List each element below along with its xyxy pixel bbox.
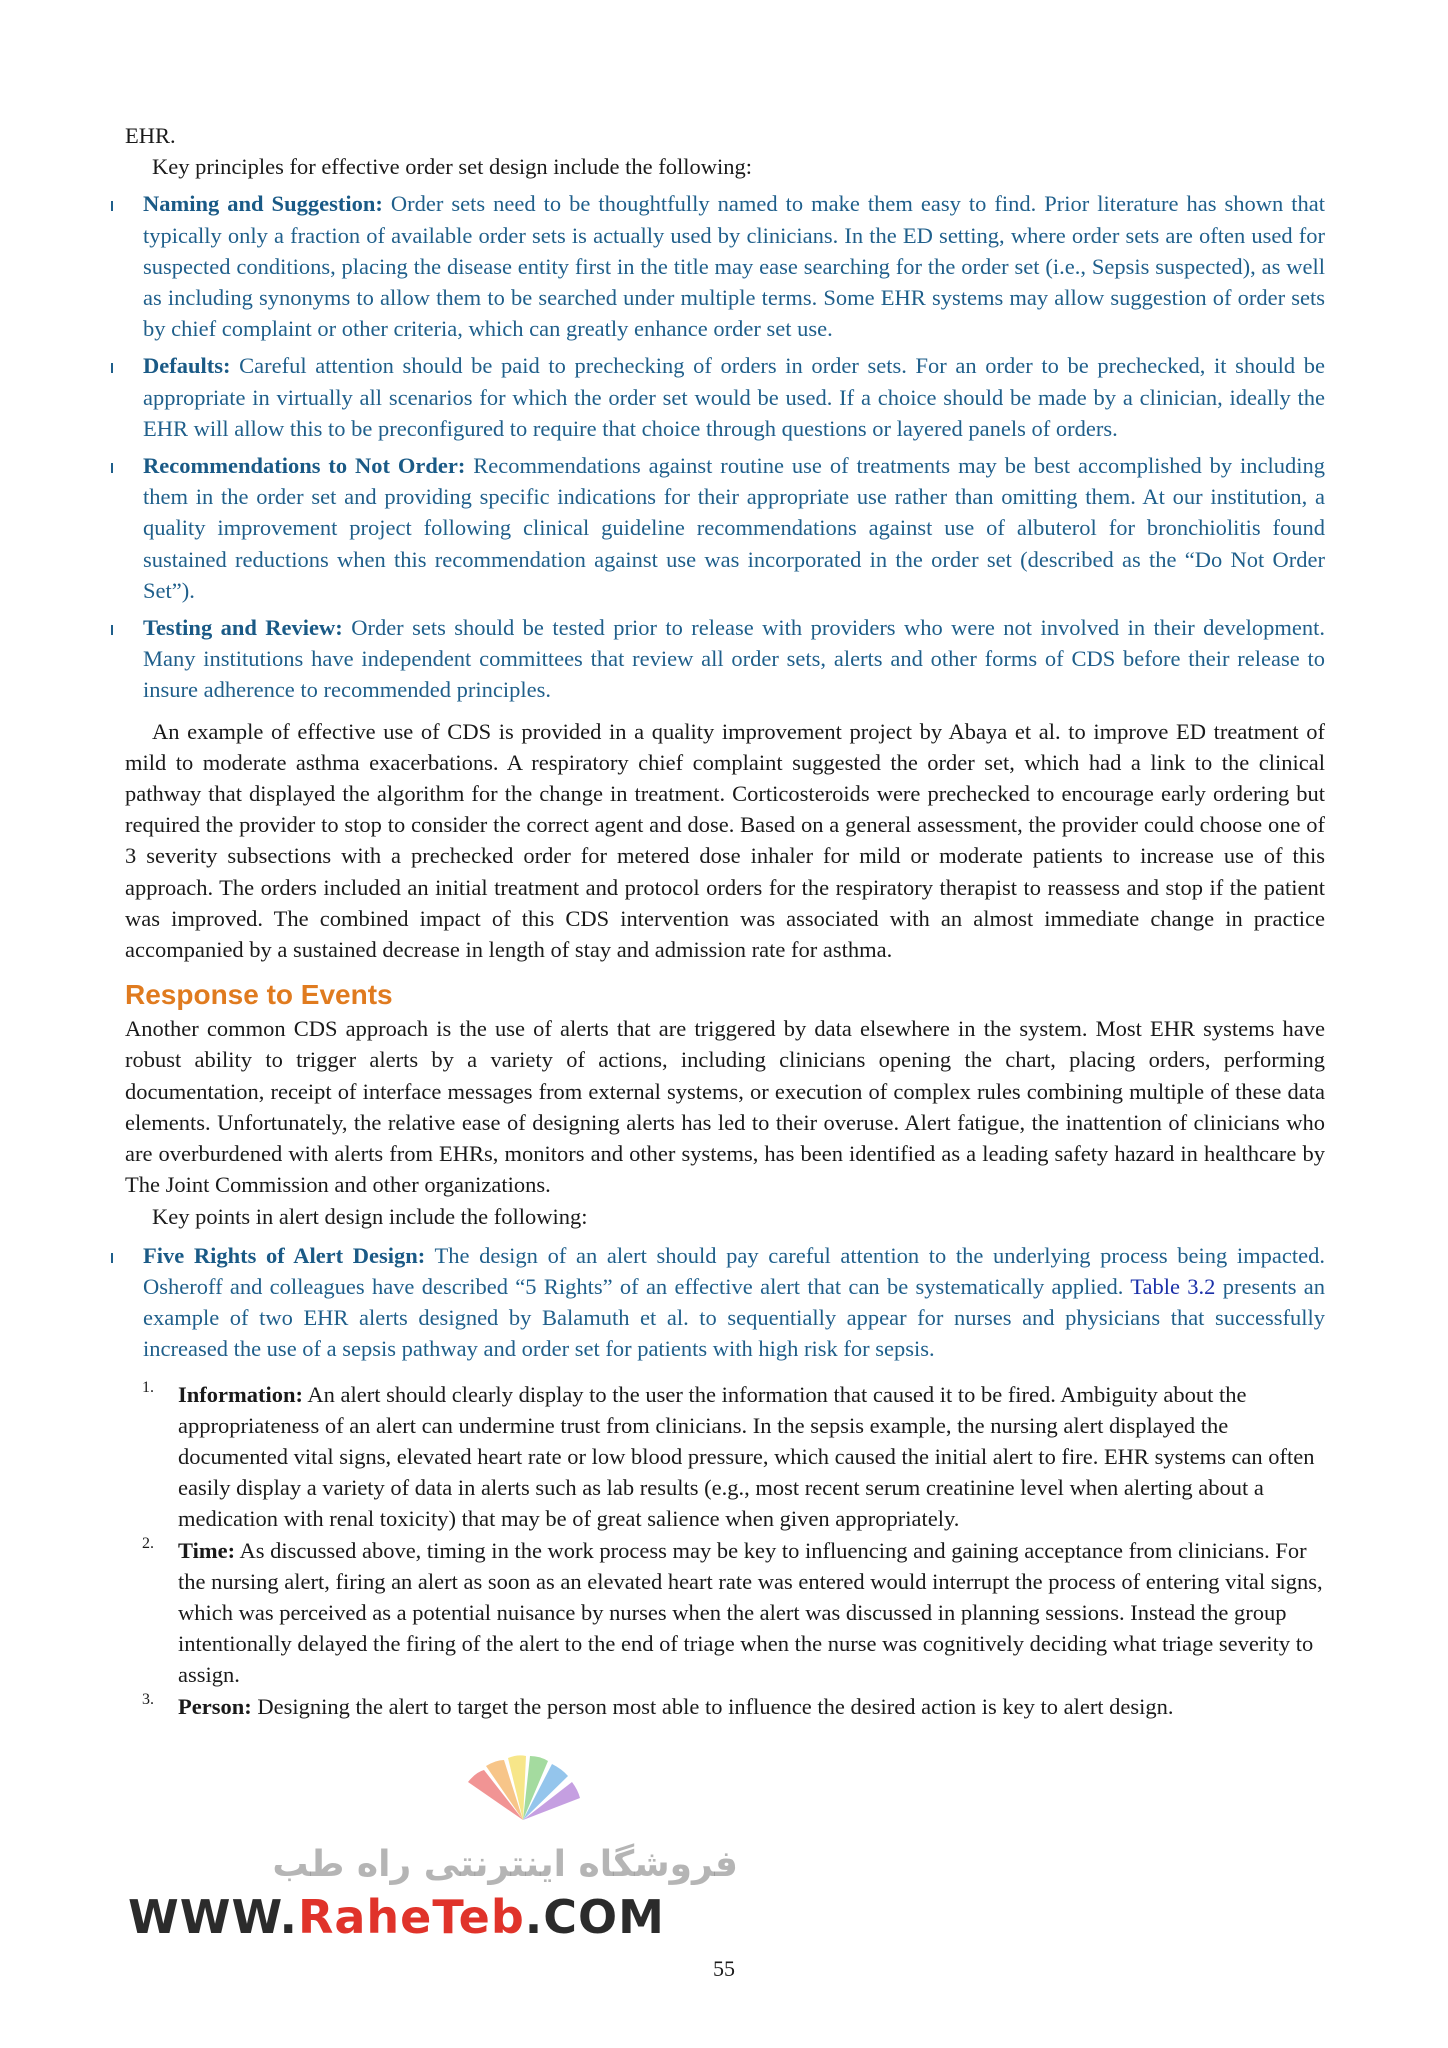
bullet-five-rights <box>125 1240 1325 1365</box>
item-label: Person: <box>178 1693 252 1719</box>
rahteb-watermark <box>128 1752 768 1952</box>
watermark-url-brand: RaheTeb <box>297 1890 525 1944</box>
bullet-label: Five Rights of Alert Design: <box>143 1242 426 1268</box>
paragraph-key-order-principles: Key principles for effective order set design include the following: <box>152 154 753 180</box>
bullet-text: The design of an alert should pay careful attention to the underlying process being impacted. Osheroff and colleagues have described “5 Rights” of an effective alert that can be systematically applied. <box>143 1242 1325 1299</box>
book-fan-logo-icon <box>448 1752 598 1822</box>
numbered-item-information <box>125 1379 1325 1535</box>
bullet-recommendations-not-order <box>125 450 1325 606</box>
paragraph-asthma-example: An example of effective use of CDS is provided in a quality improvement project by Abaya et al. to improve ED treatment of mild to moderate asthma exacerbations. A respiratory chief complaint suggested the order set, which had a link to the clinical pathway that displayed the algorithm for the change in treatment. Corticosteroids were prechecked to encourage early ordering but required the provider to stop to consider the correct agent and dose. Based on a general assessment, the provider could choose one of 3 severity subsections with a prechecked order for metered dose inhaler for mild or moderate patients to increase use of this approach. The orders included an initial treatment and protocol orders for the respiratory therapist to reassess and stop if the patient was improved. The combined impact of this CDS intervention was associated with an almost immediate change in practice accompanied by a sustained decrease in length of stay and admission rate for asthma. <box>125 718 1325 963</box>
bullet-text: Order sets should be tested prior to release with providers who were not involved in their development. Many institutions have independent committees that review all order sets, alerts and other forms of CDS before their release to insure adherence to recommended principles. <box>143 615 1326 703</box>
item-text: As discussed above, timing in the work process may be key to influencing and gaining acceptance from clinicians. For the nursing alert, firing an alert as soon as an elevated heart rate was entered would interrupt the process of entering vital signs, which was perceived as a potential nuisance by nurses when the alert was discussed in planning sessions. Instead the group intentionally delayed the firing of the alert to the end of triage when the nurse was cognitively deciding what triage severity to assign. <box>178 1537 1323 1688</box>
watermark-url-prefix: WWW. <box>128 1890 298 1944</box>
paragraph-alerts: Another common CDS approach is the use of alerts that are triggered by data elsewhere in the system. Most EHR systems have robust ability to trigger alerts by a variety of actions, including clinicians opening the chart, placing orders, performing documentation, receipt of interface messages from external systems, or execution of complex rules combining multiple of these data elements. Unfortunately, the relative ease of designing alerts has led to their overuse. Alert fatigue, the inattention of clinicians who are overburdened with alerts from EHRs, monitors and other systems, has been identified as a leading safety hazard in healthcare by The Joint Commission and other organizations. <box>125 1016 1325 1198</box>
bullet-marker <box>111 201 113 211</box>
watermark-persian-text: فروشگاه اینترنتی راه طب <box>272 1844 738 1885</box>
bullet-label: Defaults: <box>143 353 231 379</box>
watermark-url-suffix: .COM <box>524 1890 665 1944</box>
item-number: 1. <box>142 1378 154 1396</box>
bullet-text: Recommendations against routine use of treatments may be best accomplished by including them in the order set and providing specific indications for their appropriate use rather than omitting them. At our institution, a quality improvement project following clinical guideline recommendations against use of albuterol for bronchiolitis found sustained reductions when this recommendation against use was incorporated in the order set (described as the “Do Not Order Set”). <box>143 453 1325 603</box>
section-heading-response-to-events: Response to Events <box>125 979 393 1011</box>
table-3-2-link[interactable]: Table 3.2 <box>1130 1273 1216 1299</box>
order-set-bullet-list <box>125 188 1325 705</box>
item-number: 3. <box>142 1690 154 1708</box>
watermark-url <box>128 1890 665 1944</box>
paragraph-key-alert-points: Key points in alert design include the following: <box>152 1203 588 1229</box>
numbered-item-time <box>125 1535 1325 1691</box>
bullet-naming-suggestion <box>125 188 1325 344</box>
five-rights-numbered-list <box>125 1379 1325 1722</box>
item-text: Designing the alert to target the person most able to influence the desired action is key to alert design. <box>251 1693 1174 1719</box>
bullet-defaults <box>125 350 1325 444</box>
bullet-label: Naming and Suggestion: <box>143 191 383 217</box>
item-text: An alert should clearly display to the user the information that caused it to be fired. Ambiguity about the appropriateness of an alert can undermine trust from clinicians. In the sepsis example, the nursing alert displayed the documented vital signs, elevated heart rate or low blood pressure, which caused the initial alert to fire. EHR systems can often easily display a variety of data in alerts such as lab results (e.g., most recent serum creatinine level when alerting about a medication with renal toxicity) that may be of great salience when given appropriately. <box>178 1381 1315 1532</box>
bullet-marker <box>111 363 113 373</box>
bullet-text: presents an example of two EHR alerts designed by Balamuth et al. to sequentially appear for nurses and physicians that successfully increased the use of a sepsis pathway and order set for patients with high risk for sepsis. <box>143 1273 1326 1362</box>
bullet-marker <box>111 463 113 473</box>
item-label: Information: <box>178 1381 303 1407</box>
bullet-marker <box>111 1253 113 1263</box>
bullet-label: Testing and Review: <box>143 615 343 641</box>
page-number: 55 <box>713 1956 735 1981</box>
page-body <box>125 120 1325 1722</box>
bullet-text: Careful attention should be paid to prechecking of orders in order sets. For an order to be prechecked, it should be appropriate in virtually all scenarios for which the order set would be used. If a choice should be made by a clinician, ideally the EHR will allow this to be preconfigured to require that choice through questions or layered panels of orders. <box>143 353 1325 441</box>
bullet-testing-review <box>125 612 1325 706</box>
paragraph-ehr: EHR. <box>125 123 176 148</box>
numbered-item-person <box>125 1691 1325 1722</box>
bullet-marker <box>111 625 113 635</box>
bullet-text: Order sets need to be thoughtfully named to make them easy to find. Prior literature has shown that typically only a fraction of available order sets is actually used by clinicians. In the ED setting, where order sets are often used for suspected conditions, placing the disease entity first in the title may ease searching for the order set (i.e., Sepsis suspected), as well as including synonyms to allow them to be searched under multiple terms. Some EHR systems may allow suggestion of order sets by chief complaint or other criteria, which can greatly enhance order set use. <box>143 191 1326 342</box>
item-number: 2. <box>142 1534 154 1552</box>
item-label: Time: <box>178 1537 236 1563</box>
bullet-label: Recommendations to Not Order: <box>143 453 466 479</box>
